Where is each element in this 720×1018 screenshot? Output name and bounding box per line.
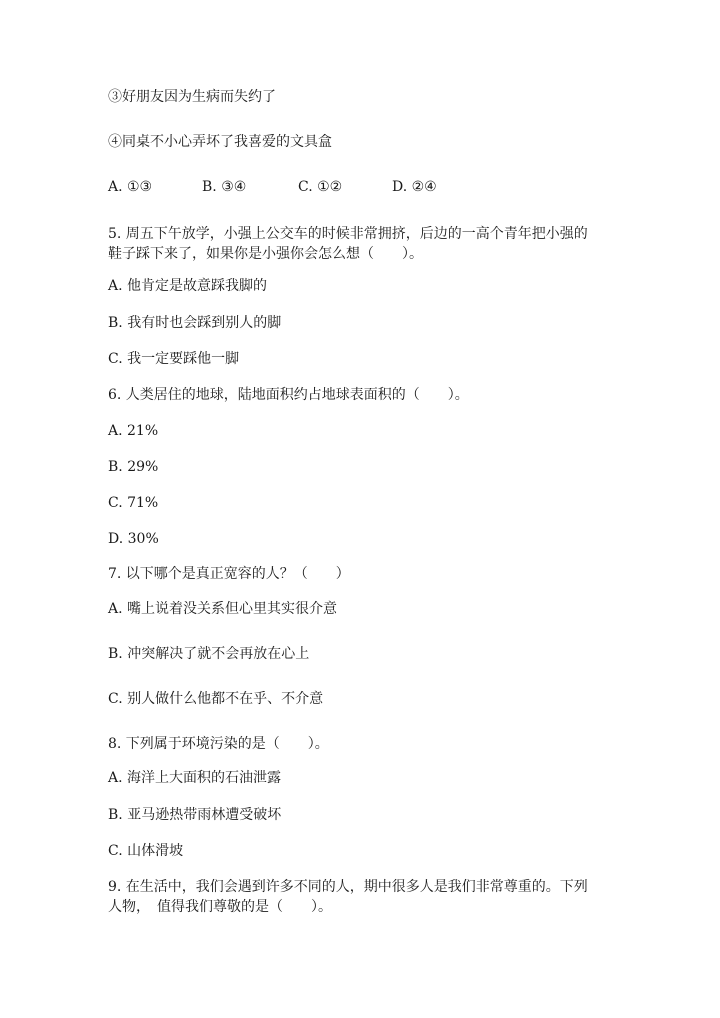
question-6-option-d: D. 30% — [108, 531, 159, 547]
prev-question-item-3: ③好朋友因为生病而失约了 — [108, 89, 276, 105]
question-8-option-c: C. 山体滑坡 — [108, 843, 184, 859]
question-5-option-b: B. 我有时也会踩到别人的脚 — [108, 315, 282, 331]
question-5-stem-line-2: 鞋子踩下来了，如果你是小强你会怎么想（ ）。 — [108, 246, 423, 262]
question-6-option-b: B. 29% — [108, 459, 159, 475]
question-7-option-b: B. 冲突解决了就不会再放在心上 — [108, 646, 310, 662]
question-6-option-a: A. 21% — [108, 423, 159, 439]
question-8-option-b: B. 亚马逊热带雨林遭受破坏 — [108, 807, 282, 823]
prev-question-item-4: ④同桌不小心弄坏了我喜爱的文具盒 — [108, 134, 332, 150]
option-d: D. ②④ — [392, 179, 437, 195]
question-5-option-c: C. 我一定要踩他一脚 — [108, 351, 240, 367]
question-6-option-c: C. 71% — [108, 495, 159, 511]
question-8-stem: 8. 下列属于环境污染的是（ ）。 — [108, 736, 329, 752]
option-c: C. ①② — [298, 179, 343, 195]
question-7-stem: 7. 以下哪个是真正宽容的人？（ ） — [108, 566, 350, 582]
question-5-stem-line-1: 5. 周五下午放学，小强上公交车的时候非常拥挤，后边的一高个青年把小强的 — [108, 226, 588, 242]
question-7-option-c: C. 别人做什么他都不在乎、不介意 — [108, 691, 324, 707]
question-8-option-a: A. 海洋上大面积的石油泄露 — [108, 770, 282, 786]
question-5-option-a: A. 他肯定是故意踩我脚的 — [108, 278, 268, 294]
question-9-stem-line-2: 人物， 值得我们尊敬的是（ ）。 — [108, 899, 332, 915]
prev-question-options — [108, 178, 528, 196]
question-7-option-a: A. 嘴上说着没关系但心里其实很介意 — [108, 601, 338, 617]
option-b: B. ③④ — [202, 179, 247, 195]
question-9-stem-line-1: 9. 在生活中，我们会遇到许多不同的人，期中很多人是我们非常尊重的。下列 — [108, 879, 588, 895]
question-6-stem: 6. 人类居住的地球，陆地面积约占地球表面积的（ ）。 — [108, 387, 469, 403]
option-a: A. ①③ — [108, 179, 153, 195]
